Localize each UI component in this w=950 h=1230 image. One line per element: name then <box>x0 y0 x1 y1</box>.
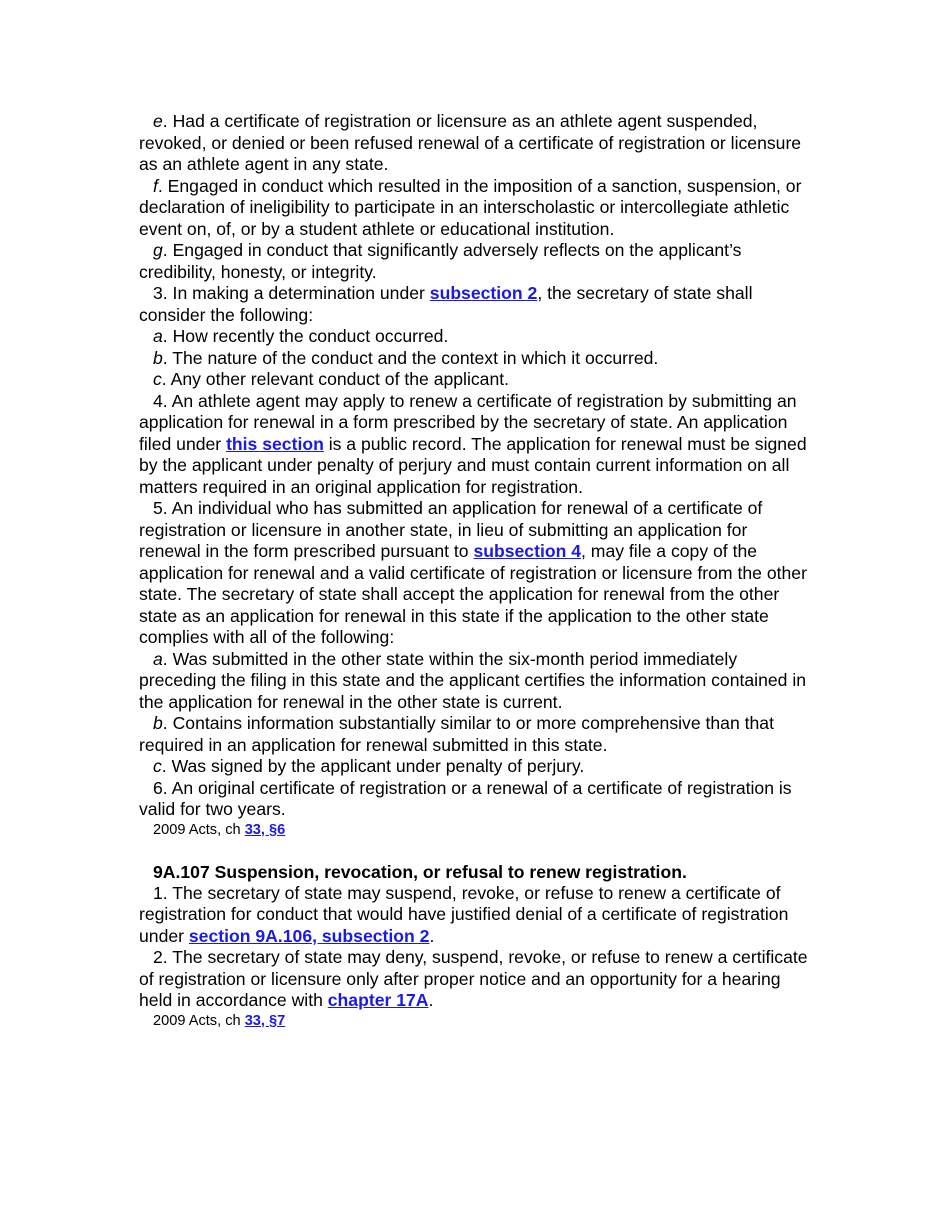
link-section-9a106-subsection-2[interactable]: section 9A.106, subsection 2 <box>188 925 430 946</box>
subsection-6 <box>139 778 811 821</box>
citation-9a107 <box>139 1012 811 1031</box>
paragraph-label: c <box>153 369 162 389</box>
link-acts-33-6[interactable]: 33, §6 <box>244 821 286 838</box>
subsection-3a <box>139 326 811 348</box>
paragraph-text: . <box>428 990 434 1010</box>
paragraph-text: . Engaged in conduct which resulted in the imposition of a sanction, suspension, or declaration of ineligibility to participate in an interscholastic or intercollegiate athletic event on, of, or by a student athlete or educational institution. <box>139 175 802 239</box>
document-page <box>139 111 811 1031</box>
subsection-5 <box>139 498 811 649</box>
citation-9a106 <box>139 821 811 840</box>
subsection-3b <box>139 348 811 370</box>
paragraph-text: . Had a certificate of registration or licensure as an athlete agent suspended, revoked, or denied or been refused renewal of a certificate of registration or licensure as an athlete agent in any state. <box>139 111 802 174</box>
link-subsection-4[interactable]: subsection 4 <box>473 541 582 561</box>
paragraph-label: f <box>153 175 158 196</box>
paragraph-text: . <box>429 925 435 946</box>
link-acts-33-7[interactable]: 33, §7 <box>244 1012 286 1029</box>
link-subsection-2[interactable]: subsection 2 <box>429 283 538 303</box>
paragraph-text: . How recently the conduct occurred. <box>162 326 449 346</box>
paragraph-text: . Was submitted in the other state within the six-month period immediately preceding the filing in this state and the applicant certifies the information contained in the application for renewal in the other state is current. <box>139 648 807 712</box>
paragraph-text: , may file a copy of the application for renewal and a valid certificate of registration or licensure from the other state. The secretary of state shall accept the application for renewal from the other state as an application for renewal in this state if the application to the other state complies with all of the following: <box>139 541 807 647</box>
section-9a107-p2 <box>139 947 811 1012</box>
paragraph-text: . Engaged in conduct that significantly adversely reflects on the applicant’s credibility, honesty, or integrity. <box>139 240 742 282</box>
paragraph-g <box>139 240 811 283</box>
paragraph-text: . Any other relevant conduct of the applicant. <box>161 369 510 389</box>
paragraph-label: b <box>153 347 163 368</box>
subsection-3 <box>139 283 811 326</box>
citation-prefix: 2009 Acts, ch <box>153 821 245 838</box>
link-chapter-17a[interactable]: chapter 17A <box>327 990 429 1010</box>
section-9a107-p1 <box>139 883 811 948</box>
paragraph-text: , the secretary of state shall consider the following: <box>139 283 753 325</box>
subsection-4 <box>139 391 811 499</box>
link-this-section[interactable]: this section <box>226 433 324 454</box>
paragraph-e <box>139 111 811 176</box>
paragraph-text: is a public record. The application for renewal must be signed by the applicant under penalty of perjury and must contain current information on all matters required in an original application for registration. <box>139 433 807 497</box>
paragraph-f <box>139 176 811 241</box>
paragraph-text: 1. The secretary of state may suspend, revoke, or refuse to renew a certificate of registration for conduct that would have justified denial of a certificate of registration under <box>139 882 789 946</box>
paragraph-label: a <box>153 326 163 346</box>
paragraph-text: 5. An individual who has submitted an application for renewal of a certificate of registration or licensure in another state, in lieu of submitting an application for renewal in the form prescribed pursuant to <box>139 498 763 561</box>
paragraph-label: a <box>153 648 163 669</box>
paragraph-text: 4. An athlete agent may apply to renew a certificate of registration by submitting an application for renewal in a form prescribed by the secretary of state. An application filed under <box>139 390 797 454</box>
paragraph-text: 6. An original certificate of registration or a renewal of a certificate of registration is valid for two years. <box>139 777 792 819</box>
subsection-5a <box>139 649 811 714</box>
paragraph-text: . Contains information substantially similar to or more comprehensive than that required in an application for renewal submitted in this state. <box>139 713 774 755</box>
paragraph-label: g <box>153 240 163 260</box>
subsection-5c <box>139 756 811 778</box>
subsection-3c <box>139 369 811 391</box>
paragraph-text: 2. The secretary of state may deny, suspend, revoke, or refuse to renew a certificate of registration or licensure only after proper notice and an opportunity for a hearing held in accordance with <box>139 947 808 1010</box>
paragraph-text: . The nature of the conduct and the context in which it occurred. <box>162 347 659 368</box>
subsection-5b <box>139 713 811 756</box>
paragraph-label: e <box>153 111 163 131</box>
paragraph-label: b <box>153 713 163 733</box>
section-heading-9a107: 9A.107 Suspension, revocation, or refusal to renew registration. <box>153 861 687 882</box>
citation-prefix: 2009 Acts, ch <box>153 1012 245 1029</box>
paragraph-text: 3. In making a determination under <box>153 283 430 303</box>
paragraph-label: c <box>153 756 162 776</box>
paragraph-text: . Was signed by the applicant under penalty of perjury. <box>161 756 585 776</box>
